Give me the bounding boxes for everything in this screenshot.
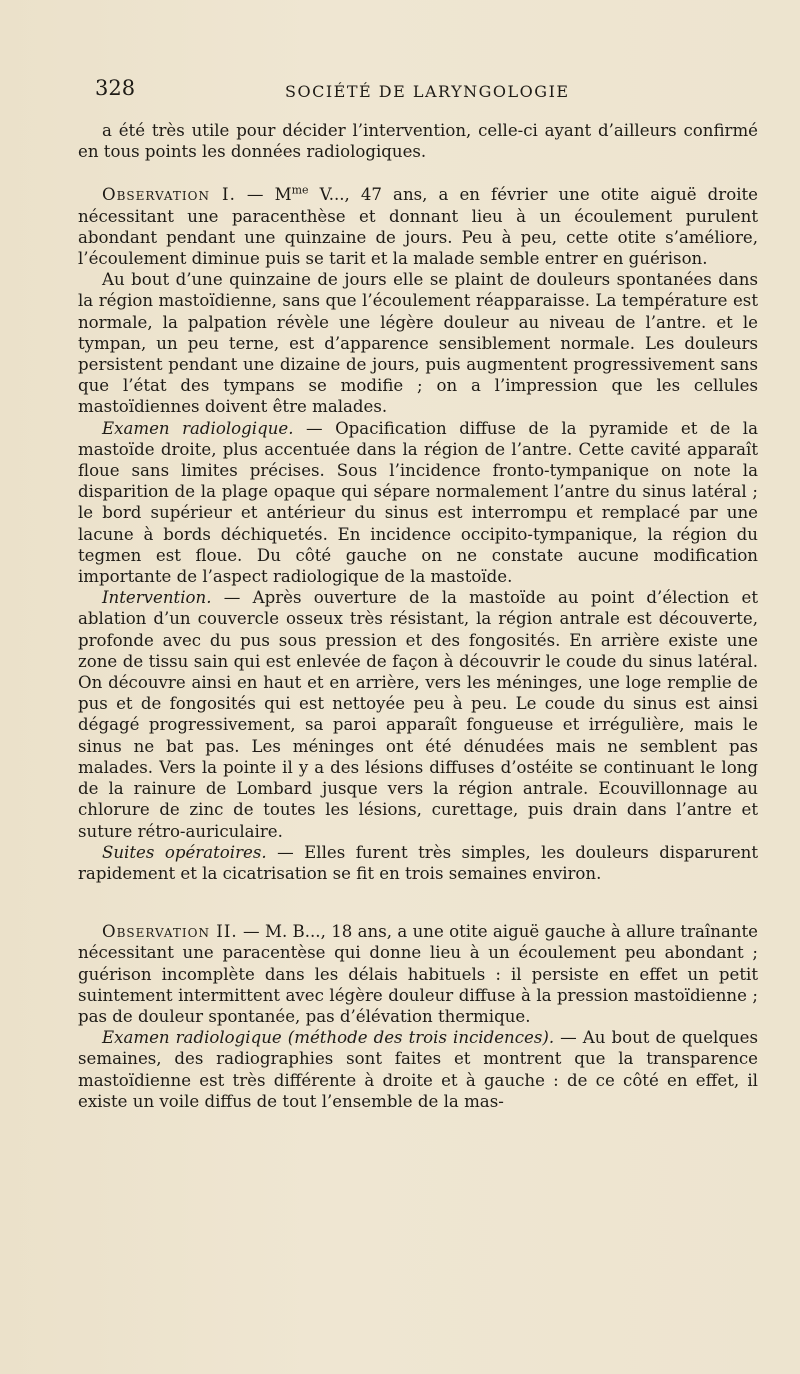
observation-1-intro-text: V..., 47 ans, a en février une otite aiguë droite nécessitant une paracenthèse et donnant lieu à un écoulement purulent abondant pendant une quinzaine de jours. Peu à peu, cette otite s’améliore, l’écoulement diminue puis se tarit et la malade semble entrer en guérison.	[78, 185, 758, 269]
observation-1-exam	[78, 418, 758, 588]
observation-1-intervention	[78, 587, 758, 841]
page-body	[78, 120, 758, 1112]
page-number: 328	[95, 76, 136, 100]
page-header	[95, 76, 755, 104]
observation-1-paragraph-2: Au bout d’une quinzaine de jours elle se plaint de douleurs spontanées dans la région mastoïdienne, sans que l’écoulement réapparaisse. La température est normale, la palpation révèle une légère douleur au niveau de l’antre. et le tympan, un peu terne, est d’apparence sensiblement normale. Les douleurs persistent pendant une dizaine de jours, puis augmentent progressivement sans que l’état des tympans se modifie ; on a l’impression que les cellules mastoïdiennes doivent être malades.	[78, 270, 758, 417]
observation-1-dash: — M	[235, 185, 292, 205]
title-superscript: me	[291, 183, 309, 197]
observation-2-heading: Observation II.	[102, 922, 238, 942]
exam-label: Examen radiologique.	[102, 418, 294, 438]
intervention-label: Intervention.	[102, 588, 212, 608]
observation-1-heading: Observation I.	[102, 185, 236, 205]
suites-label: Suites opératoires.	[102, 842, 267, 862]
intervention-text: — Après ouverture de la mastoïde au point d’élection et ablation d’un couvercle osseux très résistant, la région antrale est découverte, profonde avec du pus sous pression et des fongosités. En arrière existe une zone de tissu sain qui est enlevée de façon à découvrir le coude du sinus latéral. On découvre ainsi en haut et en arrière, vers les méninges, une loge remplie de pus et de fongosités qui est nettoyée peu à peu. Le coude du sinus est ainsi dégagé progressivement, sa paroi apparaît fongueuse et irrégulière, mais le sinus ne bat pas. Les méninges ont été dénudées mais ne semblent pas malades. Vers la pointe il y a des lésions diffuses d’ostéite se continuant le long de la rainure de Lombard jusque vers la région antrale. Ecouvillonnage au chlorure de zinc de toutes les lésions, curettage, puis drain dans l’antre et suture rétro-auriculaire.	[78, 588, 758, 841]
observation-1-intro	[78, 184, 758, 269]
observation-1-suites	[78, 842, 758, 884]
running-title: SOCIÉTÉ DE LARYNGOLOGIE	[285, 82, 570, 101]
exam-text: — Opacification diffuse de la pyramide et de la mastoïde droite, plus accentuée dans la région de l’antre. Cette cavité apparaît floue sans limites précises. Sous l’incidence fronto-tympanique on note la disparition de la plage opaque qui sépare normalement l’antre du sinus latéral ; le bord supérieur et antérieur du sinus est interrompu et remplacé par une lacune à bords déchiquetés. En incidence occipito-tympanique, la région du tegmen est floue. Du côté gauche on ne constate aucune modification importante de l’aspect radiologique de la mastoïde.	[78, 418, 758, 587]
exam-label: Examen radiologique (méthode des trois incidences).	[102, 1028, 555, 1048]
observation-2-intro	[78, 921, 758, 1027]
observation-2-intro-text: — M. B..., 18 ans, a une otite aiguë gauche à allure traînante nécessitant une paracentèse qui donne lieu à un écoulement peu abondant ; guérison incomplète dans les délais habituels : il persiste en effet un petit suintement intermittent avec légère douleur diffuse à la pression mastoïdienne ; pas de douleur spontanée, pas d’élévation thermique.	[78, 922, 758, 1026]
suites-text: — Elles furent très simples, les douleurs disparurent rapidement et la cicatrisation se fit en trois semaines environ.	[78, 842, 758, 883]
observation-2-exam	[78, 1027, 758, 1112]
exam-text: — Au bout de quelques semaines, des radiographies sont faites et montrent que la transparence mastoïdienne est très différente à droite et à gauche : de ce côté en effet, il existe un voile diffus de tout l’ensemble de la mas-	[78, 1028, 758, 1111]
paragraph-continuation: a été très utile pour décider l’intervention, celle-ci ayant d’ailleurs confirmé en tous points les données radiologiques.	[78, 121, 758, 162]
